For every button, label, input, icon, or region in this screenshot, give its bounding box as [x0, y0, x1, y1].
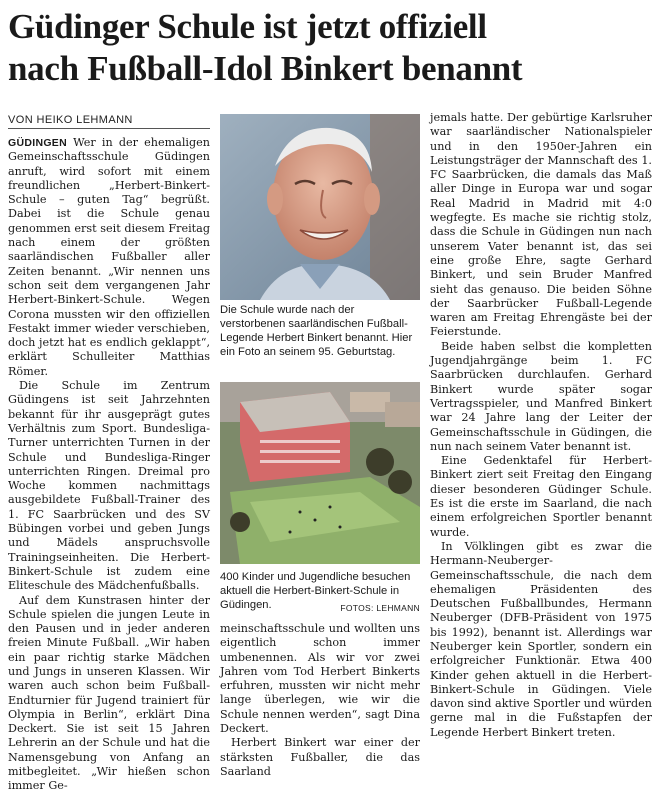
school-aerial-photo: [220, 382, 420, 564]
headline-line-2: nach Fußball-Idol Binkert benannt: [8, 49, 523, 88]
paragraph-2: Die Schule im Zentrum Güdingens ist seit Jahrzehnten bekannt für ihr ausgeprägt gutes Verhältnis zum Sport. Bundesliga-Turner unterrichten Turnen in der Schule und Bundesliga-Ringer unterrichten Ringen. Dreimal pro Woche kommen nachmittags ausgebildete Fußball-Trainer des 1. FC Saarbrücken und des SV Bübingen vorbei und geben Jungs und Mädels anspruchsvolle Trainingseinheiten. Die Herbert-Binkert-Schule ist zudem eine Eliteschule des Mädchenfußballs.: [8, 379, 210, 593]
portrait-illustration: [220, 114, 420, 300]
photo-credit: FOTOS: LEHMANN: [340, 603, 420, 613]
paragraph-4a: Herbert Binkert war einer der stärksten Fußballer, die das Saarland: [220, 736, 420, 778]
byline-rule: [8, 128, 210, 129]
headline-line-1: Güdinger Schule ist jetzt offiziell: [8, 7, 487, 46]
portrait-photo: [220, 114, 420, 300]
paragraph-4b: jemals hatte. Der gebürtige Karlsruher war saarländischer Nationalspieler und in den 1950er-Jahren ein Leistungsträger der Mannschaft des 1. FC Saarbrücken, die damals das Maß aller Dinge in Europa war und sogar Real Madrid in Madrid mit 4:0 wegfegte. Es mache sie richtig stolz, dass die Schule in Güdingen nun nach unserem Vater benannt ist, das sei eine große Ehre, sagte Gerhard Binkert, und sein Bruder Manfred sieht das genauso. Die beiden Söhne der Saarbrücker Fußball-Legende waren am Freitag Ehrengäste bei der Feierstunde.: [430, 111, 652, 339]
dateline: GÜDINGEN: [8, 137, 67, 149]
paragraph-3a: Auf dem Kunstrasen hinter der Schule spielen die jungen Leute in den Pausen und in jeder anderen freien Minute Fußball. „Wir haben ein paar richtig starke Mädchen und Jungs in unseren Klassen. Wir waren auch schon beim Fußball-Endturnier für Jugend trainiert für Olympia in Berlin“, erklärt Dina Deckert. Sie ist seit 15 Jahren Lehrerin an der Schule und hat die Namensgebung von Anfang an mitbegleitet. „Wir hießen schon immer Ge-: [8, 593, 210, 793]
paragraph-5: Beide haben selbst die kompletten Jugendjahrgänge beim 1. FC Saarbrücken durchlaufen. Gerhard Binkert wurde später sogar Vertragsspieler, und Manfred Binkert war 24 Jahre lang der Leiter der Gemeinschaftsschule in Güdingen, die nun nach seinem Vater benannt ist.: [430, 339, 652, 453]
paragraph-6: Eine Gedenktafel für Herbert-Binkert ziert seit Freitag den Eingang dieser besonderen Güdinger Schule. Es ist die erste im Saarland, die nach einem erfolgreichen Sportler benannt wurde.: [430, 454, 652, 539]
paragraph-1-text: Wer in der ehemaligen Gemeinschaftsschule Güdingen anruft, wird sofort mit einem freundlichen „Herbert-Binkert-Schule – guten Tag“ begrüßt. Dabei ist die Schule genau genommen erst seit diesem Freitag nach einem der größten saarländischen Fußballer aller Zeiten benannt. „Wir nennen uns schon seit dem vergangenen Jahr Herbert-Binkert-Schule. Wegen Corona mussten wir den offiziellen Festakt immer wieder verschieben, doch jetzt hat es endlich geklappt“, erklärt Schulleiter Matthias Römer.: [8, 136, 210, 378]
column-1: [8, 136, 210, 794]
column-3: [430, 111, 652, 740]
school-caption-text: 400 Kinder und Jugendliche besuchen aktuell die Herbert-Binkert-Schule in Güdingen.: [220, 571, 411, 611]
headline: [8, 6, 656, 90]
school-illustration: [220, 382, 420, 564]
paragraph-3b: meinschaftsschule und wollten uns eigentlich schon immer umbenennen. Als wir vor zwei Jahren vom Tod Herbert Binkerts erfuhren, mussten wir nicht mehr lange überlegen, wie wir die Schule nennen werden“, sagt Dina Deckert.: [220, 622, 420, 736]
byline: VON HEIKO LEHMANN: [8, 114, 133, 126]
paragraph-7: In Völklingen gibt es zwar die Hermann-Neuberger-Gemeinschaftsschule, die nach dem ehemaligen Präsidenten des Deutschen Fußballbundes, Hermann Neuberger (DFB-Präsident von 1975 bis 1992), benannt ist. Allerdings war Neuberger kein Sportler, sondern ein erfolgreicher Funktionär. Etwa 400 Kinder gehen aktuell in die Herbert-Binkert-Schule in Güdingen. Viele davon sind aktive Sportler und würden gerne mal in die Fußstapfen der Legende Herbert Binkert treten.: [430, 539, 652, 739]
portrait-caption: Die Schule wurde nach der verstorbenen saarländischen Fußball-Legende Herbert Binkert benannt. Hier ein Foto an seinem 95. Geburtstag.: [220, 304, 413, 358]
school-caption: [220, 570, 420, 615]
column-2: [220, 622, 420, 779]
paragraph-1: [8, 136, 210, 379]
